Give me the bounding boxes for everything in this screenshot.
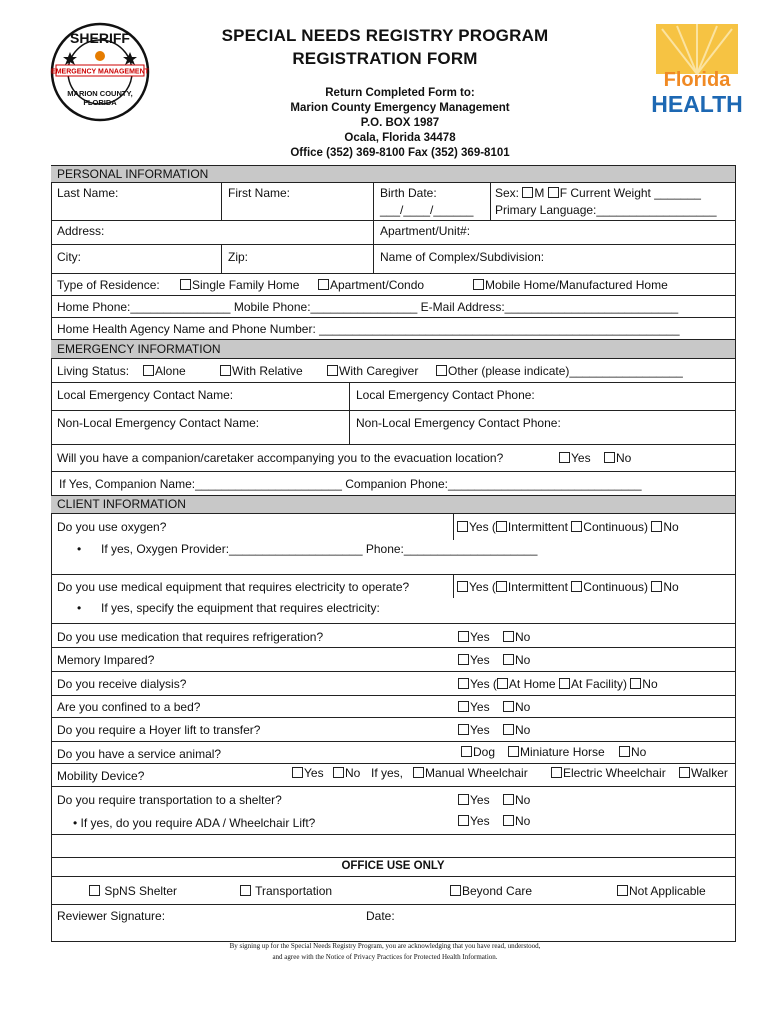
refrigeration-no-checkbox[interactable]: [503, 631, 514, 642]
svg-text:SHERIFF: SHERIFF: [70, 30, 130, 46]
companion-yes-checkbox[interactable]: [559, 452, 570, 463]
name-row: Last Name: First Name: Birth Date: ___/____/______ Sex: M F Current Weight _______ Primary Language:__________________: [51, 182, 735, 220]
dialysis-no-checkbox[interactable]: [630, 678, 641, 689]
mobility-row: Mobility Device? Yes No If yes, Manual Wheelchair Electric Wheelchair Walker: [51, 763, 735, 786]
mobility-yes-checkbox[interactable]: [292, 767, 303, 778]
birth-date-field[interactable]: ___/____/______: [380, 203, 474, 217]
address-row: [51, 220, 735, 244]
office-options-row: SpNS Shelter Transportation Beyond Care Not Applicable: [51, 876, 735, 904]
address-field[interactable]: Address:: [57, 224, 105, 238]
companion-question: Will you have a companion/caretaker accompanying you to the evacuation location?: [57, 451, 504, 465]
city-field[interactable]: City:: [57, 250, 81, 264]
dialysis-at-home-checkbox[interactable]: [497, 678, 508, 689]
form-border-right: [735, 165, 736, 942]
memory-row: Memory Impared? Yes No: [51, 647, 735, 671]
hoyer-no-checkbox[interactable]: [503, 724, 514, 735]
signature-row: [51, 904, 735, 941]
bed-row: Are you confined to a bed? Yes No: [51, 695, 735, 717]
oxygen-yes-checkbox[interactable]: [457, 521, 468, 532]
svg-text:HEALTH: HEALTH: [652, 91, 742, 116]
oxygen-row: Do you use oxygen? Yes ( Intermittent Continuous) No: [51, 513, 735, 540]
birth-date-label: Birth Date:: [380, 186, 437, 200]
oxygen-provider-field[interactable]: If yes, Oxygen Provider:____________________ Phone:____________________: [101, 542, 538, 556]
companion-no-checkbox[interactable]: [604, 452, 615, 463]
with-caregiver-checkbox[interactable]: [327, 365, 338, 376]
companion-details-field[interactable]: If Yes, Companion Name:______________________ Companion Phone:_____________________________: [59, 477, 642, 491]
mobile-home-checkbox[interactable]: [473, 279, 484, 290]
transport-yes-checkbox[interactable]: [458, 794, 469, 805]
equipment-specify-field[interactable]: If yes, specify the equipment that requires electricity:: [101, 601, 380, 615]
privacy-notice: By signing up for the Special Needs Registry Program, you are acknowledging that you have read, understood, and agree with the Notice of Privacy Practices for Protected Health Information.: [229, 942, 541, 961]
sex-m-checkbox[interactable]: [522, 187, 533, 198]
hoyer-yes-checkbox[interactable]: [458, 724, 469, 735]
return-address: Return Completed Form to: Marion County Emergency Management P.O. BOX 1987 Ocala, Florida 34478 Office (352) 369-8100 Fax (352) 369-8101: [290, 87, 510, 159]
oxygen-provider-row: • If yes, Oxygen Provider:____________________ Phone:____________________: [77, 542, 538, 556]
ada-row: • If yes, do you require ADA / Wheelchair Lift? Yes No: [73, 814, 531, 830]
dialysis-at-facility-checkbox[interactable]: [559, 678, 570, 689]
phones-row: [51, 295, 735, 317]
oxygen-continuous-checkbox[interactable]: [571, 521, 582, 532]
ada-question: If yes, do you require ADA / Wheelchair Lift?: [80, 816, 316, 830]
svg-text:MARION COUNTY,: MARION COUNTY,: [67, 89, 133, 98]
svg-text:Florida: Florida: [663, 69, 731, 91]
dialysis-question: Do you receive dialysis?: [57, 677, 187, 691]
miniature-horse-checkbox[interactable]: [508, 746, 519, 757]
current-weight-field[interactable]: Current Weight _______: [570, 186, 701, 200]
mobility-no-checkbox[interactable]: [333, 767, 344, 778]
bed-no-checkbox[interactable]: [503, 701, 514, 712]
dog-checkbox[interactable]: [461, 746, 472, 757]
equipment-continuous-checkbox[interactable]: [571, 581, 582, 592]
oxygen-no-checkbox[interactable]: [651, 521, 662, 532]
single-family-checkbox[interactable]: [180, 279, 191, 290]
service-animal-question: Do you have a service animal?: [57, 747, 222, 761]
local-contact-name-field[interactable]: Local Emergency Contact Name:: [57, 388, 234, 402]
alone-checkbox[interactable]: [143, 365, 154, 376]
spns-shelter-checkbox[interactable]: [89, 885, 100, 896]
mobility-question: Mobility Device?: [57, 769, 145, 783]
primary-language-field[interactable]: Primary Language:__________________: [495, 203, 717, 217]
equipment-yes-checkbox[interactable]: [457, 581, 468, 592]
local-contact-phone-field[interactable]: Local Emergency Contact Phone:: [356, 388, 535, 402]
oxygen-intermittent-checkbox[interactable]: [496, 521, 507, 532]
nonlocal-contact-name-field[interactable]: Non-Local Emergency Contact Name:: [57, 416, 260, 430]
living-status-row: Living Status: Alone With Relative With Caregiver Other (please indicate)_________________: [51, 358, 735, 382]
transport-row: Do you require transportation to a shelter? Yes No: [51, 786, 735, 810]
health-agency-field[interactable]: Home Health Agency Name and Phone Number: ______________________________________________________: [57, 322, 680, 336]
hoyer-question: Do you require a Hoyer lift to transfer?: [57, 723, 261, 737]
sex-f-checkbox[interactable]: [548, 187, 559, 198]
dialysis-yes-checkbox[interactable]: [458, 678, 469, 689]
memory-no-checkbox[interactable]: [503, 654, 514, 665]
equipment-question: Do you use medical equipment that requires electricity to operate?: [57, 580, 410, 594]
equipment-row: Do you use medical equipment that requires electricity to operate? Yes ( Intermittent Continuous) No: [51, 574, 735, 598]
reviewer-signature-field[interactable]: Reviewer Signature:: [57, 909, 166, 923]
companion-details-row: [51, 471, 735, 495]
review-date-field[interactable]: Date:: [366, 909, 395, 923]
residence-label: Type of Residence:: [57, 278, 160, 292]
refrigeration-yes-checkbox[interactable]: [458, 631, 469, 642]
apartment-condo-checkbox[interactable]: [318, 279, 329, 290]
form-title-line1: SPECIAL NEEDS REGISTRY PROGRAM: [221, 26, 549, 45]
beyond-care-checkbox[interactable]: [450, 885, 461, 896]
office-use-heading: OFFICE USE ONLY: [341, 860, 445, 872]
apartment-field[interactable]: Apartment/Unit#:: [380, 224, 471, 238]
with-relative-checkbox[interactable]: [220, 365, 231, 376]
not-applicable-checkbox[interactable]: [617, 885, 628, 896]
svg-text:FLORIDA: FLORIDA: [83, 98, 117, 107]
complex-field[interactable]: Name of Complex/Subdivision:: [380, 250, 545, 264]
living-status-label: Living Status:: [57, 364, 130, 378]
health-agency-row: [51, 317, 735, 339]
city-row: [51, 244, 735, 273]
memory-question: Memory Impared?: [57, 653, 155, 667]
bed-yes-checkbox[interactable]: [458, 701, 469, 712]
transport-no-checkbox[interactable]: [503, 794, 514, 805]
equipment-intermittent-checkbox[interactable]: [496, 581, 507, 592]
oxygen-question: Do you use oxygen?: [57, 520, 167, 534]
ada-yes-checkbox[interactable]: [458, 815, 469, 826]
sex-label: Sex:: [495, 186, 520, 200]
form-title-line2: REGISTRATION FORM: [292, 49, 478, 68]
office-use-heading-row: [51, 857, 735, 876]
last-name-field[interactable]: Last Name:: [57, 186, 119, 200]
companion-row: Will you have a companion/caretaker accompanying you to the evacuation location? Yes No: [51, 444, 735, 471]
service-animal-row: Do you have a service animal? Dog Miniature Horse No: [51, 741, 735, 763]
bed-question: Are you confined to a bed?: [57, 700, 201, 714]
emergency-info-heading: EMERGENCY INFORMATION: [51, 339, 735, 358]
walker-checkbox[interactable]: [679, 767, 690, 778]
zip-field[interactable]: Zip:: [228, 250, 249, 264]
personal-info-heading: PERSONAL INFORMATION: [51, 165, 735, 182]
electric-wheelchair-checkbox[interactable]: [551, 767, 562, 778]
residence-row: Type of Residence: Single Family Home Apartment/Condo Mobile Home/Manufactured Home: [51, 273, 735, 295]
equipment-no-checkbox[interactable]: [651, 581, 662, 592]
other-living-checkbox[interactable]: [436, 365, 447, 376]
equipment-specify-row: • If yes, specify the equipment that requires electricity:: [77, 601, 380, 615]
phone-email-fields[interactable]: Home Phone:_______________ Mobile Phone:________________ E-Mail Address:__________________________: [57, 300, 679, 314]
memory-yes-checkbox[interactable]: [458, 654, 469, 665]
refrigeration-row: Do you use medication that requires refrigeration? Yes No: [51, 623, 735, 647]
refrigeration-question: Do you use medication that requires refrigeration?: [57, 630, 324, 644]
transport-question: Do you require transportation to a shelter?: [57, 793, 282, 807]
dialysis-row: Do you receive dialysis? Yes ( At Home At Facility) No: [51, 671, 735, 695]
nonlocal-contact-row: [51, 410, 735, 444]
svg-text:EMERGENCY MANAGEMENT: EMERGENCY MANAGEMENT: [51, 68, 149, 76]
nonlocal-contact-phone-field[interactable]: Non-Local Emergency Contact Phone:: [356, 416, 561, 430]
service-animal-no-checkbox[interactable]: [619, 746, 630, 757]
blank-row: [51, 834, 735, 857]
local-contact-row: [51, 382, 735, 410]
ada-no-checkbox[interactable]: [503, 815, 514, 826]
hoyer-row: Do you require a Hoyer lift to transfer? Yes No: [51, 717, 735, 741]
client-info-heading: CLIENT INFORMATION: [51, 495, 735, 513]
transportation-checkbox[interactable]: [240, 885, 251, 896]
first-name-field[interactable]: First Name:: [228, 186, 291, 200]
manual-wheelchair-checkbox[interactable]: [413, 767, 424, 778]
